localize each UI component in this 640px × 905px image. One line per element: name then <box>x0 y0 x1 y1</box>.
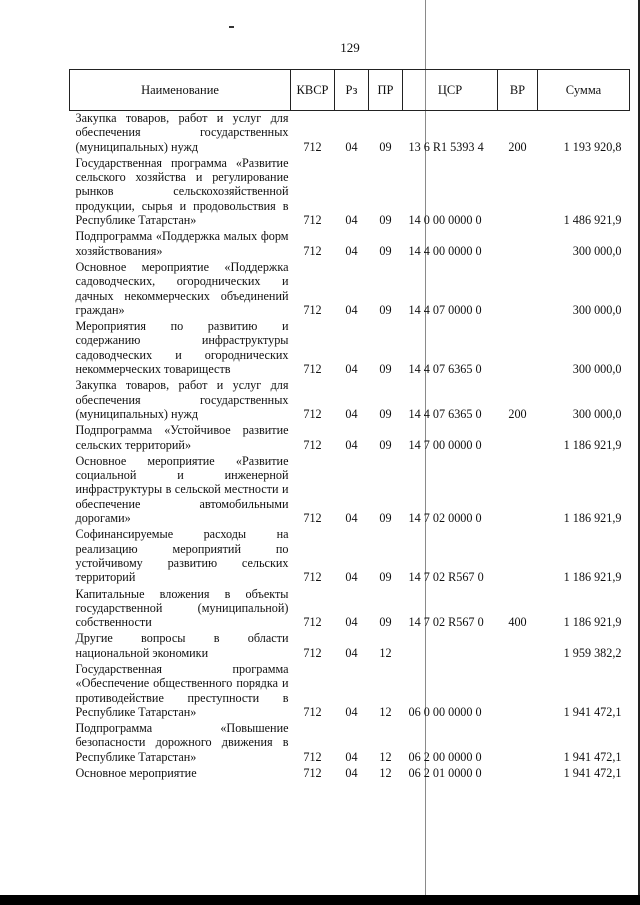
row-rz: 04 <box>345 243 358 258</box>
row-vr: 200 <box>508 139 527 154</box>
row-pr: 12 <box>379 704 392 719</box>
row-name: Основное мероприятие «Развитие социальной и инженерной инфраструктуры в сельской местности и обеспечение автомобильными дорогами» <box>75 453 289 526</box>
row-sum: 1 959 382,2 <box>563 645 622 660</box>
row-name: Подпрограмма «Поддержка малых форм хозяйствования» <box>75 229 289 258</box>
header-pr: ПР <box>369 70 403 111</box>
row-sum: 1 186 921,9 <box>563 437 622 452</box>
table-row <box>70 423 630 454</box>
row-rz: 04 <box>345 704 358 719</box>
row-sum: 1 186 921,9 <box>563 511 622 526</box>
table-row <box>70 766 630 782</box>
table-row <box>70 229 630 260</box>
row-rz: 04 <box>345 213 358 228</box>
scan-dash-mark <box>229 26 234 28</box>
header-vr: ВР <box>498 70 538 111</box>
row-kvsr: 712 <box>303 570 322 585</box>
row-csr: 14 0 00 0000 0 <box>408 213 482 228</box>
row-name: Подпрограмма «Устойчивое развитие сельских территорий» <box>75 423 289 452</box>
row-csr: 14 7 02 0000 0 <box>408 511 482 526</box>
row-sum: 1 186 921,9 <box>563 615 622 630</box>
row-kvsr: 712 <box>303 213 322 228</box>
row-vr <box>498 454 538 527</box>
row-rz: 04 <box>345 615 358 630</box>
row-kvsr: 712 <box>303 749 322 764</box>
row-sum: 300 000,0 <box>572 302 622 317</box>
row-rz: 04 <box>345 749 358 764</box>
row-pr: 12 <box>379 766 392 781</box>
row-name: Капитальные вложения в объекты государственной (муниципальной) собственности <box>75 586 289 630</box>
row-kvsr: 712 <box>303 243 322 258</box>
row-vr <box>498 766 538 782</box>
table-row <box>70 156 630 229</box>
row-pr: 12 <box>379 645 392 660</box>
row-csr: 14 4 07 6365 0 <box>408 406 482 421</box>
row-sum: 300 000,0 <box>572 406 622 421</box>
row-pr: 09 <box>379 615 392 630</box>
row-name: Государственная программа «Обеспечение общественного порядка и противодействие преступности в Республике Татарстан» <box>75 661 289 719</box>
row-sum: 1 941 472,1 <box>563 704 622 719</box>
row-name: Основное мероприятие «Поддержка садоводческих, огороднических и дачных некоммерческих объединений граждан» <box>75 259 289 317</box>
row-rz: 04 <box>345 437 358 452</box>
row-kvsr: 712 <box>303 302 322 317</box>
table-row <box>70 454 630 527</box>
row-vr <box>498 631 538 662</box>
row-vr: 200 <box>508 406 527 421</box>
row-pr: 09 <box>379 362 392 377</box>
row-vr: 400 <box>508 615 527 630</box>
row-kvsr: 712 <box>303 139 322 154</box>
row-pr: 09 <box>379 139 392 154</box>
table-row <box>70 721 630 766</box>
row-sum: 300 000,0 <box>572 243 622 258</box>
row-name: Закупка товаров, работ и услуг для обеспечения государственных (муниципальных) нужд <box>75 378 289 421</box>
row-csr: 14 4 00 0000 0 <box>408 243 482 258</box>
row-kvsr: 712 <box>303 645 322 660</box>
row-kvsr: 712 <box>303 437 322 452</box>
row-csr: 14 4 07 6365 0 <box>408 362 482 377</box>
row-rz: 04 <box>345 406 358 421</box>
header-name: Наименование <box>70 70 291 111</box>
row-vr <box>498 721 538 766</box>
table-row <box>70 378 630 423</box>
row-rz: 04 <box>345 362 358 377</box>
row-csr: 06 2 01 0000 0 <box>408 766 482 781</box>
row-name: Софинансируемые расходы на реализацию мероприятий по устойчивому развитию сельских территорий <box>75 527 289 585</box>
row-rz: 04 <box>345 766 358 781</box>
table-header-row <box>70 70 630 111</box>
header-rz: Рз <box>335 70 369 111</box>
row-sum: 300 000,0 <box>572 362 622 377</box>
row-pr: 09 <box>379 213 392 228</box>
row-pr: 09 <box>379 302 392 317</box>
row-sum: 1 941 472,1 <box>563 749 622 764</box>
row-rz: 04 <box>345 645 358 660</box>
row-kvsr: 712 <box>303 511 322 526</box>
row-csr: 14 7 00 0000 0 <box>408 437 482 452</box>
row-vr <box>498 423 538 454</box>
row-pr: 12 <box>379 749 392 764</box>
row-csr: 06 0 00 0000 0 <box>408 704 482 719</box>
row-kvsr: 712 <box>303 615 322 630</box>
row-name: Другие вопросы в области национальной экономики <box>75 631 289 660</box>
row-vr <box>498 156 538 229</box>
table-row <box>70 662 630 721</box>
row-name: Основное мероприятие <box>75 766 197 781</box>
row-vr <box>498 527 538 586</box>
row-name: Подпрограмма «Повышение безопасности дорожного движения в Республике Татарстан» <box>75 721 289 764</box>
table-row <box>70 319 630 378</box>
row-pr: 09 <box>379 243 392 258</box>
table-row <box>70 587 630 632</box>
row-csr: 14 4 07 0000 0 <box>408 302 482 317</box>
row-rz: 04 <box>345 302 358 317</box>
header-sum: Сумма <box>538 70 630 111</box>
row-kvsr: 712 <box>303 704 322 719</box>
scan-bottom-bar <box>0 895 640 905</box>
row-pr: 09 <box>379 570 392 585</box>
header-kvsr: КВСР <box>291 70 335 111</box>
row-sum: 1 193 920,8 <box>563 139 622 154</box>
row-csr: 06 2 00 0000 0 <box>408 749 482 764</box>
header-csr: ЦСР <box>403 70 498 111</box>
table-row <box>70 631 630 662</box>
row-vr <box>498 662 538 721</box>
row-csr <box>403 631 498 662</box>
row-kvsr: 712 <box>303 766 322 781</box>
table-row <box>70 260 630 319</box>
row-rz: 04 <box>345 511 358 526</box>
row-csr: 14 7 02 R567 0 <box>408 615 484 630</box>
budget-table <box>69 69 630 782</box>
row-csr: 13 6 R1 5393 4 <box>408 139 484 154</box>
row-sum: 1 941 472,1 <box>563 766 622 781</box>
row-pr: 09 <box>379 511 392 526</box>
row-pr: 09 <box>379 437 392 452</box>
row-kvsr: 712 <box>303 406 322 421</box>
row-vr <box>498 319 538 378</box>
row-rz: 04 <box>345 139 358 154</box>
row-sum: 1 486 921,9 <box>563 213 622 228</box>
row-vr <box>498 260 538 319</box>
row-vr <box>498 229 538 260</box>
row-name: Мероприятия по развитию и содержанию инфраструктуры садоводческих и огороднических некоммерческих товариществ <box>75 319 289 377</box>
row-name: Государственная программа «Развитие сельского хозяйства и регулирование рынков сельскохозяйственной продукции, сырья и продовольствия в Республике Татарстан» <box>75 155 289 228</box>
row-name: Закупка товаров, работ и услуг для обеспечения государственных (муниципальных) нужд <box>75 111 289 154</box>
row-kvsr: 712 <box>303 362 322 377</box>
row-pr: 09 <box>379 406 392 421</box>
row-csr: 14 7 02 R567 0 <box>408 570 484 585</box>
table-row <box>70 111 630 156</box>
table-row <box>70 527 630 586</box>
page-number: 129 <box>340 40 360 55</box>
row-rz: 04 <box>345 570 358 585</box>
row-sum: 1 186 921,9 <box>563 570 622 585</box>
